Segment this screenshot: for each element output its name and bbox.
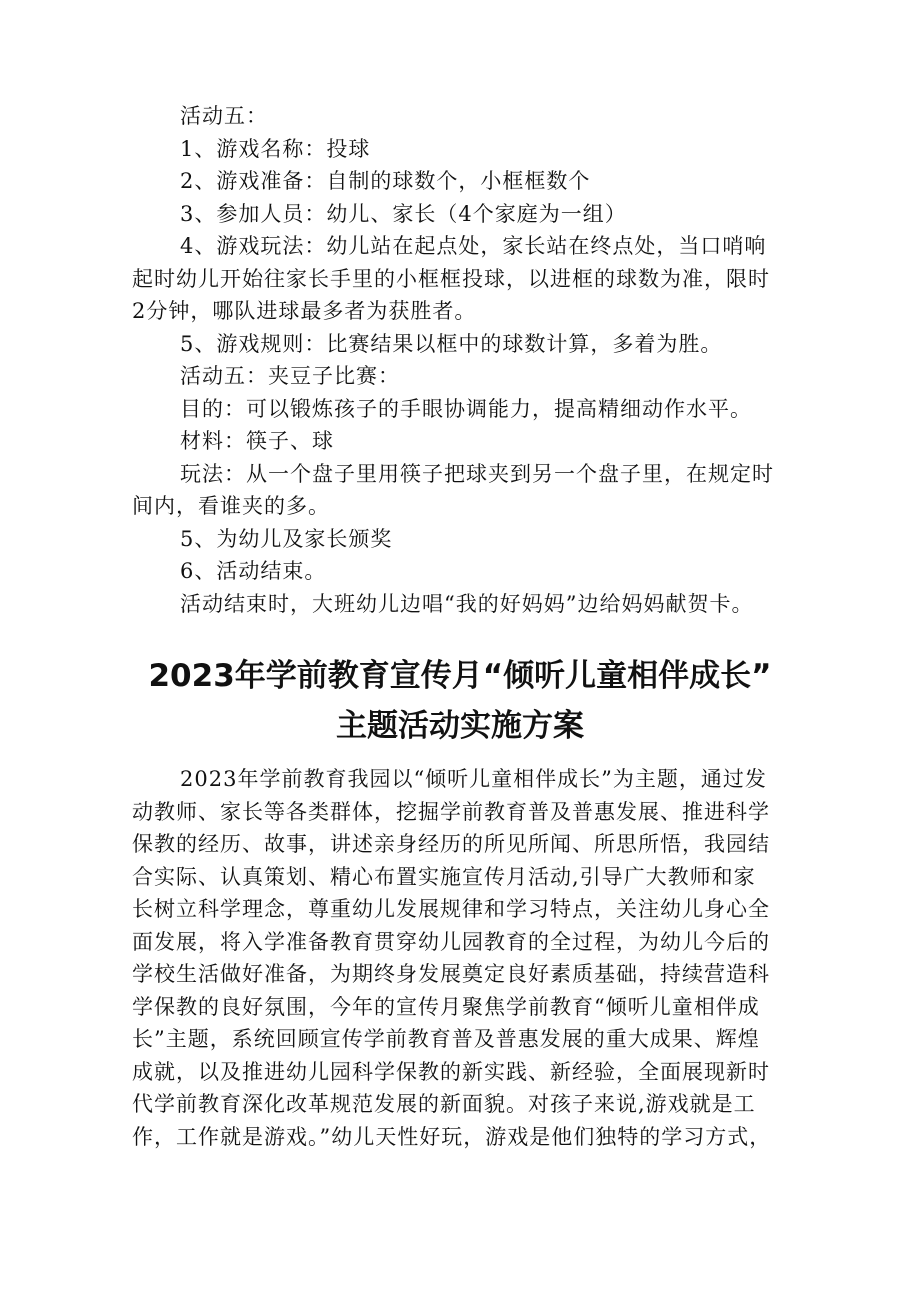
text-line: 合实际、认真策划、精心布置实施宣传月活动,引导广大教师和家	[132, 864, 756, 889]
text-line: 活动结束时，大班幼儿边唱“我的好妈妈”边给妈妈献贺卡。	[180, 591, 754, 616]
text-line: 活动五：	[180, 104, 268, 128]
text-line: 活动五：夹豆子比赛：	[180, 364, 400, 388]
text-line: 5、游戏规则：比赛结果以框中的球数计算，多着为胜。	[180, 331, 723, 356]
text-line: 目的：可以锻炼孩子的手眼协调能力，提高精细动作水平。	[180, 396, 752, 421]
text-line: 成就，以及推进幼儿园科学保教的新实践、新经验，全面展现新时	[132, 1059, 770, 1084]
text-line: 代学前教育深化改革规范发展的新面貌。对孩子来说,游戏就是工	[132, 1092, 756, 1116]
text-line: 2023年学前教育我园以“倾听儿童相伴成长”为主题，通过发	[180, 767, 767, 791]
text-line: 玩法：从一个盘子里用筷子把球夹到另一个盘子里，在规定时	[180, 461, 774, 486]
text-line: 保教的经历、故事，讲述亲身经历的所见所闻、所思所悟，我园结	[132, 832, 770, 856]
text-line: 学保教的良好氛围，今年的宣传月聚焦学前教育“倾听儿童相伴成	[132, 994, 760, 1019]
text-line: 2、游戏准备：自制的球数个，小框框数个	[180, 169, 591, 193]
text-line: 起时幼儿开始往家长手里的小框框投球，以进框的球数为准，限时	[132, 266, 770, 291]
activity-section	[132, 100, 822, 620]
document-title-line-2: 主题活动实施方案	[336, 708, 584, 744]
intro-paragraph	[132, 763, 822, 1153]
text-line: 长树立科学理念，尊重幼儿发展规律和学习特点，关注幼儿身心全	[132, 897, 770, 921]
text-line: 动教师、家长等各类群体，挖掘学前教育普及普惠发展、推进科学	[132, 799, 770, 824]
document-title-line-1: 2023年学前教育宣传月“倾听儿童相伴成长”	[148, 658, 772, 694]
text-line: 学校生活做好准备，为期终身发展奠定良好素质基础，持续营造科	[132, 962, 770, 986]
text-line: 4、游戏玩法：幼儿站在起点处，家长站在终点处，当口哨响	[180, 234, 767, 258]
text-line: 1、游戏名称：投球	[180, 136, 371, 161]
text-line: 间内，看谁夹的多。	[132, 494, 330, 518]
text-line: 3、参加人员：幼儿、家长（4个家庭为一组）	[180, 201, 627, 226]
text-line: 长”主题，系统回顾宣传学前教育普及普惠发展的重大成果、辉煌	[132, 1027, 760, 1051]
text-line: 2分钟，哪队进球最多者为获胜者。	[132, 299, 477, 323]
text-line: 材料：筷子、球	[180, 429, 334, 453]
text-line: 6、活动结束。	[180, 559, 327, 583]
text-line: 面发展，将入学准备教育贯穿幼儿园教育的全过程，为幼儿今后的	[132, 929, 770, 954]
text-line: 作，工作就是游戏。”幼儿天性好玩，游戏是他们独特的学习方式，	[132, 1124, 772, 1149]
text-line: 5、为幼儿及家长颁奖	[180, 526, 393, 551]
